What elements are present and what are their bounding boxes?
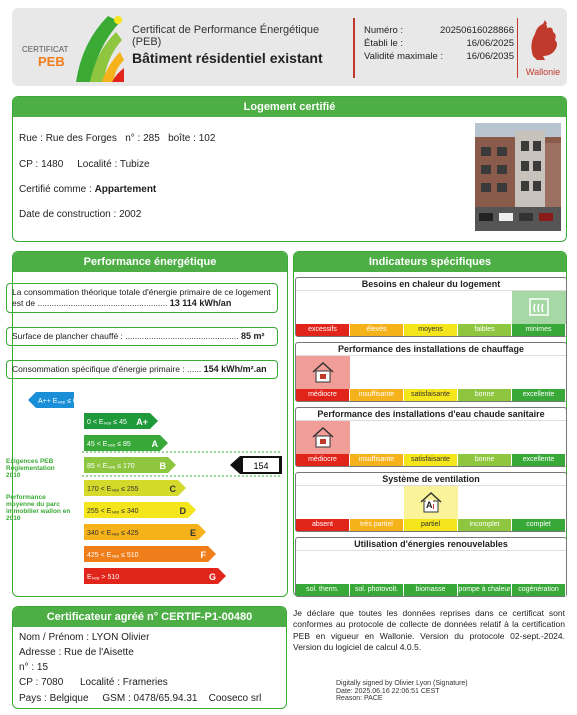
certificateur-panel — [12, 606, 287, 709]
cert-localite-value: Frameries — [122, 677, 168, 688]
date-line — [19, 209, 141, 220]
conso-value: 13 114 kWh/an — [169, 298, 232, 308]
indicator-scale — [296, 389, 566, 401]
etabli-value: 16/06/2025 — [466, 38, 514, 49]
indicator-title: Utilisation d'énergies renouvelables — [296, 538, 566, 551]
house-heating-icon — [310, 359, 336, 388]
energy-class-range: 45 < Eₛₑₑ ≤ 85 — [87, 441, 131, 448]
nom-value: LYON Olivier — [91, 632, 150, 643]
indicator-scale-cell: absent — [296, 519, 350, 531]
indicator-scale-cell: biomasse — [404, 584, 458, 596]
indicator-scale-cell: satisfaisante — [404, 389, 458, 401]
indicator-scale-cell: excellente — [512, 454, 566, 466]
surface-label: Surface de plancher chauffé : — [12, 331, 123, 341]
heat-icon — [527, 294, 551, 321]
wallonie-logo — [522, 20, 564, 77]
indicator-title: Performance des installations de chauffage — [296, 343, 566, 356]
indicator-title: Besoins en chaleur du logement — [296, 278, 566, 291]
pays-value: Belgique — [49, 693, 89, 704]
document-title: Certificat de Performance Énergétique (PEB) — [132, 24, 320, 48]
localite-label: Localité : — [77, 159, 118, 170]
adresse-line — [19, 647, 134, 658]
type-line — [19, 184, 156, 195]
logo-word-certificat: CERTIFICAT — [22, 45, 69, 54]
gsm-value: 0478/65.94.31 — [133, 693, 198, 704]
city-line — [19, 159, 150, 170]
certificateur-heading: Certificateur agréé n° CERTIF-P1-00480 — [13, 607, 286, 627]
ventilation-letter: A — [426, 500, 433, 510]
gsm-label: GSM : — [102, 693, 131, 704]
indicator-1 — [295, 277, 567, 337]
numero-label: Numéro : — [364, 25, 404, 36]
house-ventilation-icon — [418, 489, 444, 518]
energy-class-letter: A+ — [136, 417, 148, 427]
parc-label: Performance moyenne du parc immobilier wallon en 2010 — [6, 494, 71, 522]
indicator-scale-cell: médiocre — [296, 389, 350, 401]
indicator-scale-cell: moyens — [404, 324, 458, 336]
indicator-scale-cell: insuffisante — [350, 454, 404, 466]
document-subtitle: Bâtiment résidentiel existant — [132, 50, 323, 66]
etabli-label: Établi le : — [364, 38, 404, 49]
address-line — [19, 133, 215, 144]
current-value-marker — [230, 456, 282, 474]
indicator-scale-cell: minimes — [512, 324, 566, 336]
indicator-scale-cell: excessifs — [296, 324, 350, 336]
indicator-2 — [295, 342, 567, 402]
certifie-value: Appartement — [94, 184, 157, 195]
indicator-scale-cell: bonne — [458, 454, 512, 466]
cp-value: 1480 — [41, 159, 64, 170]
performance-heading: Performance énergétique — [13, 252, 287, 272]
digital-signature — [336, 680, 468, 703]
validite-value: 16/06/2035 — [466, 51, 514, 62]
spec-value: 154 kWh/m².an — [203, 364, 267, 374]
indicator-scale-cell: faibles — [458, 324, 512, 336]
logo-word-peb: PEB — [38, 54, 65, 69]
indicator-5 — [295, 537, 567, 597]
rue-value: Rue des Forges — [45, 133, 117, 144]
energy-class-aplus — [84, 413, 158, 429]
conso-specifique-box: Consommation spécifique d'énergie primaire : ...... 154 kWh/m².an — [6, 360, 278, 379]
energy-scale — [12, 386, 288, 592]
energy-class-letter: G — [208, 572, 216, 582]
region-label: Wallonie — [525, 67, 561, 77]
header — [12, 8, 567, 86]
rooster-icon — [523, 20, 563, 62]
signature-line-3: Reason: PACE — [336, 695, 383, 703]
indicator-scale-cell: complet — [512, 519, 566, 531]
adresse-value: Rue de l'Aisette — [64, 647, 134, 658]
surface-value: 85 m² — [240, 331, 265, 341]
signature-line-2: Date: 2025.06.16 22:06:51 CEST — [336, 687, 440, 695]
energy-class-letter: A — [151, 439, 158, 449]
indicator-body — [296, 421, 566, 454]
header-divider-2 — [517, 18, 518, 78]
energy-class-e — [84, 524, 206, 540]
energy-class-c — [84, 480, 186, 496]
building-photo — [475, 123, 561, 231]
surface-box: Surface de plancher chauffé : ................................................ 85 m² — [6, 327, 278, 346]
energy-class-letter: F — [200, 550, 206, 560]
energy-class-letter: B — [159, 461, 166, 471]
indicator-scale — [296, 454, 566, 466]
indicator-title: Système de ventilation — [296, 473, 566, 486]
indicator-scale — [296, 324, 566, 336]
indicator-body — [296, 356, 566, 389]
declaration-text: Je déclare que toutes les données reprises dans ce certificat sont conformes au protocole de collecte de données relatif à la certification PEB en vigueur en Wallonie. Version du protocole 02-sept.-2024. Version du logiciel de calcul 4.0.5. — [293, 608, 565, 653]
energy-class-letter: C — [169, 484, 176, 494]
localite-value: Tubize — [119, 159, 150, 170]
cert-city-line — [19, 677, 168, 688]
energy-class-range: A++ Eₛₑₑ ≤ 0 — [38, 398, 77, 405]
cert-num-value: 15 — [36, 662, 49, 673]
company-name: Cooseco srl — [208, 693, 262, 704]
indicator-body — [296, 551, 566, 584]
energy-class-g — [84, 568, 226, 584]
pays-label: Pays : — [19, 693, 47, 704]
indicator-scale — [296, 519, 566, 531]
conso-totale-box: La consommation théorique totale d'énergie primaire de ce logement est de ....................................................... 13 114 kWh/an — [6, 283, 278, 313]
energy-class-range: 425 < Eₛₑₑ ≤ 510 — [87, 552, 139, 559]
header-titles — [132, 24, 347, 66]
num-label: n° : — [125, 133, 141, 144]
indicator-scale-cell: pompe à chaleur — [458, 584, 512, 596]
cert-num-line — [19, 662, 48, 673]
adresse-label: Adresse : — [19, 647, 62, 658]
cp-label: CP : — [19, 159, 39, 170]
indicator-title: Performance des installations d'eau chaude sanitaire — [296, 408, 566, 421]
energy-class-range: 85 < Eₛₑₑ ≤ 170 — [87, 463, 135, 470]
energy-class-range: 0 < Eₛₑₑ ≤ 45 — [87, 419, 127, 426]
indicator-scale-cell: bonne — [458, 389, 512, 401]
nom-label: Nom / Prénom : — [19, 632, 90, 643]
date-value: 2002 — [119, 209, 142, 220]
boite-value: 102 — [198, 133, 216, 144]
indicator-scale-cell: cogénération — [512, 584, 566, 596]
indicator-scale-cell: satisfaisante — [404, 454, 458, 466]
indicator-scale-cell: élevés — [350, 324, 404, 336]
validite-label: Validité maximale : — [364, 51, 444, 62]
house-hot-water-icon — [310, 424, 336, 453]
indicator-scale-cell: très partiel — [350, 519, 404, 531]
energy-class-range: 340 < Eₛₑₑ ≤ 425 — [87, 530, 139, 537]
indicator-4 — [295, 472, 567, 532]
energy-class-range: Eₛₑₑ > 510 — [87, 574, 120, 581]
cert-contact-line — [19, 693, 261, 704]
indicator-scale — [296, 584, 566, 596]
numero-value: 20250616028866 — [440, 25, 514, 36]
indicator-scale-cell: sol. therm. — [296, 584, 350, 596]
indicator-scale-cell: incomplet — [458, 519, 512, 531]
date-label: Date de construction : — [19, 209, 117, 220]
cert-localite-label: Localité : — [79, 677, 121, 688]
indicator-scale-cell: médiocre — [296, 454, 350, 466]
header-meta — [364, 24, 514, 63]
cert-cp-value: 7080 — [41, 677, 64, 688]
signature-line-1: Digitally signed by Olivier Lyon (Signature) — [336, 680, 468, 687]
exigences-label: Exigences PEB Réglementation 2010 — [6, 458, 55, 479]
energy-class-letter: D — [179, 506, 186, 516]
certifie-label: Certifié comme : — [19, 184, 92, 195]
peb-logo — [16, 12, 126, 84]
energy-class-range: 255 < Eₛₑₑ ≤ 340 — [87, 508, 139, 515]
conso-text: La consommation théorique totale d'énergie primaire de ce logement est de — [12, 287, 271, 308]
boite-label: boîte : — [168, 133, 196, 144]
nom-line — [19, 632, 149, 643]
current-value-label: 154 — [253, 461, 269, 471]
indicateurs-heading: Indicateurs spécifiques — [294, 252, 566, 272]
logement-panel — [12, 96, 567, 242]
header-divider — [353, 18, 355, 78]
energy-class-aplusplus — [28, 392, 77, 408]
indicator-body — [296, 486, 566, 519]
indicator-scale-cell: sol. photovolt. — [350, 584, 404, 596]
energy-class-b — [84, 457, 176, 473]
spec-label: Consommation spécifique d'énergie primaire : — [12, 364, 185, 374]
energy-class-d — [84, 502, 196, 518]
energy-class-letter: E — [189, 528, 196, 538]
num-value: 285 — [143, 133, 160, 144]
indicator-scale-cell: excellente — [512, 389, 566, 401]
logement-heading: Logement certifié — [13, 97, 566, 117]
indicator-3 — [295, 407, 567, 467]
energy-class-a — [84, 435, 168, 451]
indicator-body — [296, 291, 566, 324]
indicator-scale-cell: partiel — [404, 519, 458, 531]
cert-cp-label: CP : — [19, 677, 39, 688]
energy-class-f — [84, 546, 216, 562]
indicator-scale-cell: insuffisante — [350, 389, 404, 401]
cert-num-label: n° : — [19, 662, 35, 673]
energy-class-range: 170 < Eₛₑₑ ≤ 255 — [87, 486, 139, 493]
rue-label: Rue : — [19, 133, 43, 144]
